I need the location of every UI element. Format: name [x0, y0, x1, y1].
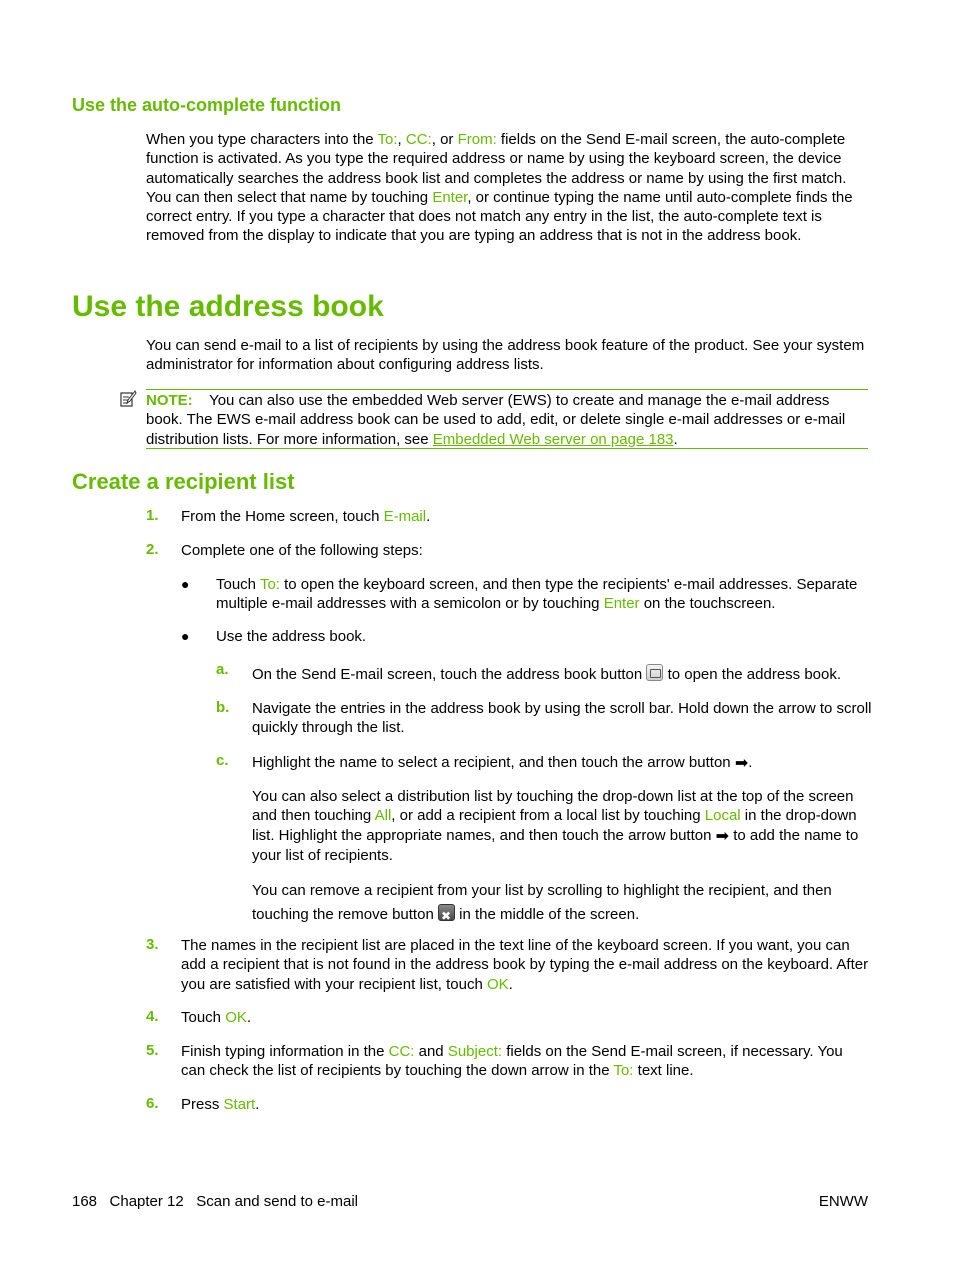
text: and: [414, 1043, 448, 1060]
ui-term-subject: Subject:: [447, 1043, 503, 1060]
note-box: [146, 389, 868, 449]
bullet-marker: ●: [181, 576, 190, 592]
text: .: [246, 1009, 252, 1026]
section-heading-auto-complete: Use the auto-complete function: [72, 95, 342, 115]
step-number-4: 4.: [146, 1008, 159, 1025]
ui-term-from: From:: [457, 131, 497, 148]
text: Finish typing information in the: [181, 1043, 389, 1060]
address-book-intro: You can send e-mail to a list of recipients by using the address book feature of the product. See your system administrator for information about configuring address lists.: [146, 337, 865, 374]
ui-term-ok: OK: [225, 1009, 247, 1026]
step-number-3: 3.: [146, 936, 159, 953]
text: Highlight the name to select a recipient, and then touch the arrow button: [252, 754, 735, 771]
text: , or add a recipient from a local list by touching: [391, 807, 705, 825]
text: The names in the recipient list are placed in the text line of the keyboard screen. If you want, you can add a recipient that is not found in the address book by typing the e-mail address on the keyboard. After you are satisfied with your recipient list, touch: [181, 937, 869, 993]
text: to open the keyboard screen, and then type the recipients' e-mail addresses. Separate multiple e-mail addresses with a semicolon or by touching: [216, 576, 858, 613]
address-book-icon: [646, 664, 663, 681]
ui-term-to: To:: [259, 576, 280, 593]
arrow-right-icon: ➡: [734, 755, 749, 772]
bullet-1-text: [216, 575, 871, 614]
step-number-1: 1.: [146, 507, 159, 524]
substep-b-text: Navigate the entries in the address book by using the scroll bar. Hold down the arrow to scroll quickly through the list.: [252, 700, 872, 737]
substep-c-paragraph-3: [252, 879, 872, 927]
step-1-text: [181, 507, 871, 526]
ews-link[interactable]: Embedded Web server on page 183: [432, 430, 674, 448]
ui-term-ok: OK: [486, 975, 509, 993]
note-icon: [119, 390, 137, 408]
text: When you type characters into the: [146, 131, 378, 148]
text: From the Home screen, touch: [181, 508, 384, 525]
text: You can remove a recipient from your list by scrolling to highlight the recipient, and then touching the remove button: [252, 882, 832, 923]
bullet-marker: ●: [181, 628, 190, 644]
step-5-text: [181, 1042, 871, 1081]
text: text line.: [633, 1062, 694, 1080]
text: .: [426, 508, 431, 525]
text: ,: [397, 131, 406, 148]
step-number-6: 6.: [146, 1095, 159, 1112]
text: .: [748, 754, 753, 771]
step-number-5: 5.: [146, 1042, 159, 1059]
text: in the middle of the screen.: [454, 906, 640, 923]
text: On the Send E-mail screen, touch the address book button: [252, 666, 647, 683]
remove-icon: [438, 904, 455, 921]
text: You can also use the embedded Web server (EWS) to create and manage the e-mail address book. The EWS e-mail address book can be used to add, edit, or delete single e-mail addresses or e-mail distribution lists. For more information, see: [146, 392, 846, 448]
footer-enww: ENWW: [818, 1193, 868, 1210]
text: to open the address book.: [663, 666, 842, 683]
substep-a-text: [252, 664, 872, 684]
auto-complete-paragraph: [146, 130, 870, 246]
note-label: NOTE:: [146, 392, 193, 409]
ui-term-enter: Enter: [603, 595, 640, 613]
step-6-text: [181, 1095, 871, 1114]
substep-label-b: b.: [216, 699, 230, 716]
text: to add the name to your list of recipients.: [252, 826, 859, 864]
section-heading-recipient-list: Create a recipient list: [72, 469, 295, 494]
text: , or: [431, 131, 458, 148]
step-3-text: [181, 936, 871, 994]
bullet-2-text: Use the address book.: [216, 628, 367, 645]
text: .: [673, 430, 678, 448]
substep-label-a: a.: [216, 661, 229, 678]
text: Press: [181, 1096, 224, 1113]
arrow-right-icon: ➡: [715, 827, 730, 845]
text: on the touchscreen.: [639, 595, 776, 613]
step-4-text: [181, 1008, 871, 1027]
text: fields on the Send E-mail screen, the auto-complete function is activated. As you type the required address or name by using the keyboard screen, the device automatically searches the address book list and completes the address or name by using the first match. You can then select that name by touching: [146, 131, 847, 206]
substep-label-c: c.: [216, 752, 229, 769]
note-text: [146, 390, 868, 449]
ui-term-cc: CC:: [405, 131, 432, 148]
section-heading-address-book: Use the address book: [72, 290, 384, 323]
ui-term-start: Start: [223, 1096, 256, 1113]
text: .: [255, 1096, 260, 1113]
ui-term-all: All: [374, 807, 392, 825]
substep-c-text: [252, 753, 872, 773]
text: in the drop-down list. Highlight the appropriate names, and then touch the arrow button: [252, 807, 857, 844]
text: fields on the Send E-mail screen, if necessary. You can check the list of recipients by touching the down arrow in the: [181, 1043, 843, 1080]
text: Touch: [181, 1009, 226, 1026]
ui-term-email: E-mail: [383, 508, 427, 525]
ui-term-cc: CC:: [388, 1043, 415, 1060]
ui-term-to: To:: [613, 1062, 634, 1080]
step-2-text: Complete one of the following steps:: [181, 542, 423, 559]
step-number-2: 2.: [146, 541, 159, 558]
ui-term-local: Local: [704, 807, 741, 825]
text: , or continue typing the name until auto-complete finds the correct entry. If you type a character that does not match any entry in the list, the auto-complete text is removed from the display to indicate that you are typing an address that is not in the address book.: [146, 188, 853, 245]
ui-term-to: To:: [377, 131, 398, 148]
ui-term-enter: Enter: [432, 188, 468, 206]
text: Touch: [216, 576, 260, 593]
text: .: [508, 975, 513, 993]
footer-page-info: 168 Chapter 12 Scan and send to e-mail: [72, 1193, 359, 1210]
text: You can also select a distribution list by touching the drop-down list at the top of the screen and then touching: [252, 788, 854, 825]
substep-c-paragraph-2: [252, 787, 872, 865]
